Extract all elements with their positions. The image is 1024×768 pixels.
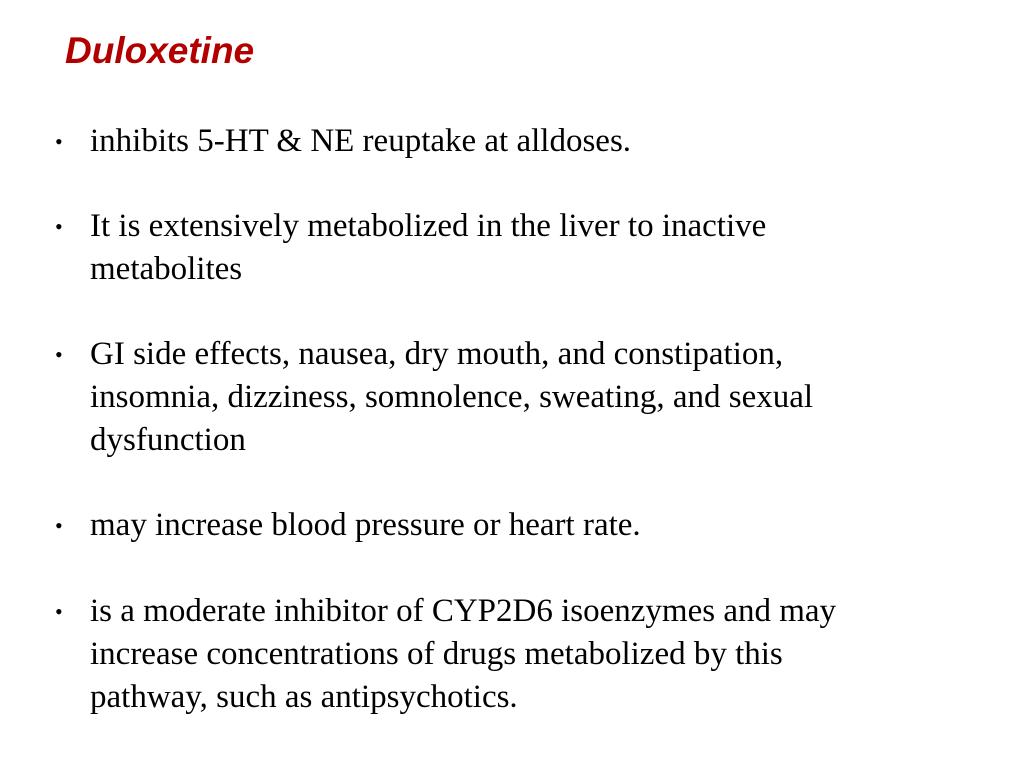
bullet-marker: • — [55, 214, 63, 239]
bullet-marker: • — [55, 129, 63, 154]
bullet-marker: • — [55, 513, 63, 538]
bullet-text: inhibits 5-HT & NE reuptake at alldoses. — [90, 123, 632, 159]
bullet-text: may increase blood pressure or heart rate. — [90, 507, 641, 543]
bullet-text: It is extensively metabolized in the liver to inactive metabolites — [90, 208, 767, 287]
slide-title: Duloxetine — [65, 30, 255, 71]
bullet-marker: • — [55, 342, 63, 367]
bullet-marker: • — [55, 599, 63, 624]
bullet-text: GI side effects, nausea, dry mouth, and constipation, insomnia, dizziness, somnolence, sweating, and sexual dysfunction — [90, 336, 814, 458]
bullet-text: is a moderate inhibitor of CYP2D6 isoenzymes and may increase concentrations of drugs metabolized by this pathway, such as antipsychotics. — [90, 593, 837, 715]
